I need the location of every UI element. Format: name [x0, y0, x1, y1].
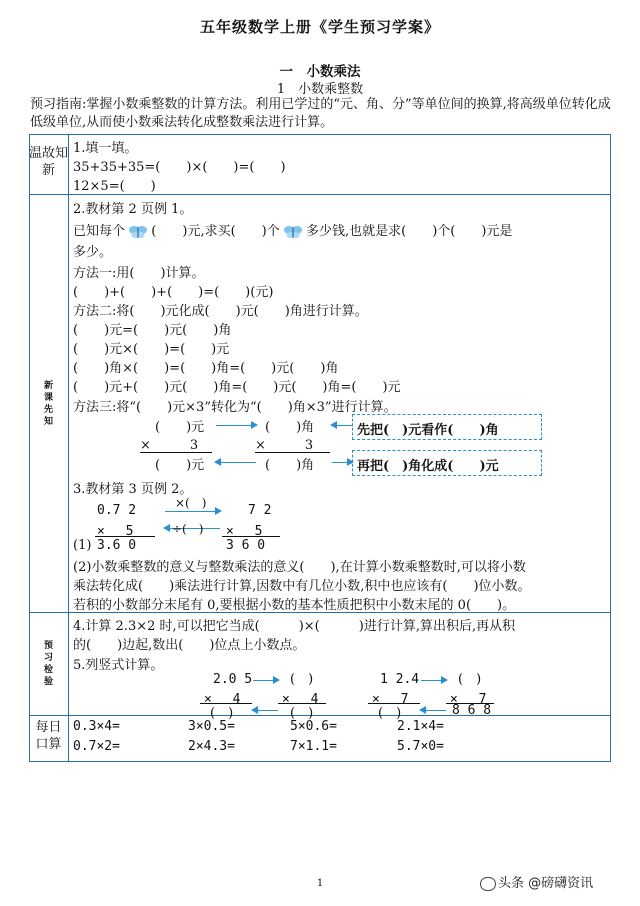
- page-title: 五年级数学上册《学生预习学案》: [199, 18, 440, 36]
- vertical-line: [140, 452, 212, 453]
- calc-a-int-mult: × 4: [282, 692, 319, 707]
- question-2: 2.教材第 2 页例 1。: [73, 202, 193, 217]
- question-3: 3.教材第 3 页例 2。: [73, 482, 193, 497]
- chat-bubble-icon: [480, 877, 496, 891]
- method-2: 方法二:将( )元化成( )元( )角进行计算。: [73, 304, 368, 319]
- daily-item: 2.1×4=: [397, 719, 444, 734]
- preview-guide: 预习指南:掌握小数乘整数的计算方法。利用已学过的“元、角、分”等单位间的换算,将高级单位转化成低级单位,从而使小数乘法转化成整数乘法进行计算。: [30, 97, 611, 130]
- example-2-int-product: 3 6 0: [226, 538, 266, 553]
- question-4-b: 的( )边起,数出( )位点上小数点。: [73, 638, 306, 653]
- arrow-left-icon: [216, 462, 256, 463]
- question-1: 1.填一填。: [73, 141, 138, 156]
- calc-a-factor: 2.0 5: [213, 672, 253, 687]
- arrow-left-icon: [332, 425, 352, 426]
- method-2-line-c: ( )角×( )=( )角=( )元( )角: [73, 361, 339, 376]
- vertical-yuan-result: ( )元: [155, 458, 205, 473]
- example-2-mult: × 5: [97, 524, 134, 539]
- example-2-int-mult: × 5: [226, 524, 263, 539]
- example-1-line-cont: 多少。: [73, 245, 113, 260]
- vertical-jiao-result: ( )角: [265, 458, 315, 473]
- sub-question-2-c: 若积的小数部分末尾有 0,要根据小数的基本性质把积中小数末尾的 0( )。: [73, 598, 516, 613]
- review-line-1: 35+35+35=( )×( )=( ): [73, 160, 286, 175]
- calc-b-result: ( ): [378, 706, 402, 721]
- row-divider: [29, 194, 611, 195]
- row-divider: [29, 715, 611, 716]
- example-1-line: 已知每个 ( )元,求买( )个 多少钱,也就是求( )个( )元是: [73, 224, 513, 239]
- sub-question-2-a: (2)小数乘整数的意义与整数乘法的意义( ),在计算小数乘整数时,可以将小数: [73, 560, 526, 575]
- calc-a-int-factor: ( ): [290, 672, 314, 687]
- daily-item: 7×1.1=: [290, 739, 337, 754]
- hint-box-2: 再把( )角化成( )元: [352, 450, 542, 476]
- calc-b-int-factor: ( ): [458, 672, 482, 687]
- unit-title: 一 小数乘法: [279, 64, 361, 80]
- arrow-right-icon: [421, 680, 446, 681]
- lesson-title: 1 小数乘整数: [276, 82, 364, 97]
- vertical-jiao-mult: × 3: [255, 438, 314, 453]
- vertical-yuan-mult: × 3: [140, 438, 199, 453]
- sub-question-1: (1): [73, 538, 92, 553]
- section-label-daily: 每日口算: [35, 720, 62, 752]
- vertical-line: [95, 536, 155, 537]
- vertical-line: [222, 536, 280, 537]
- method-2-line-a: ( )元=( )元( )角: [73, 323, 232, 338]
- example-2-op-mult: ×( ): [175, 496, 207, 510]
- calc-b-int-mult: × 7: [450, 692, 487, 707]
- table-column-divider: [68, 134, 69, 762]
- arrow-left-icon: [421, 710, 446, 711]
- section-label-review: 温故知新: [29, 146, 69, 178]
- vertical-jiao-top: ( )角: [265, 420, 315, 435]
- daily-item: 5×0.6=: [290, 719, 337, 734]
- daily-item: 2×4.3=: [188, 739, 235, 754]
- calc-a-mult: × 4: [204, 692, 241, 707]
- calc-b-factor: 1 2.4: [380, 672, 420, 687]
- calc-a-int-result: ( ): [290, 706, 314, 721]
- calc-b-mult: × 7: [372, 692, 409, 707]
- arrow-right-icon: [216, 425, 256, 426]
- example-2-product: 3.6 0: [97, 538, 137, 553]
- method-3: 方法三:将“( )元×3”转化为“( )角×3”进行计算。: [73, 400, 397, 415]
- calc-b-int-result: 8 6 8: [452, 703, 492, 718]
- hint-box-1: 先把( )元看作( )角: [352, 414, 542, 440]
- method-2-line-d: ( )元+( )元( )角=( )元( )角=( )元: [73, 380, 401, 395]
- daily-item: 0.3×4=: [73, 719, 120, 734]
- arrow-right-icon: [165, 511, 220, 512]
- arrow-left-icon: [253, 710, 278, 711]
- example-2-int-factor: 7 2: [248, 503, 272, 518]
- daily-item: 0.7×2=: [73, 739, 120, 754]
- sub-question-2-b: 乘法转化成( )乘法进行计算,因数中有几位小数,积中也应该有( )位小数。: [73, 579, 531, 594]
- arrow-right-icon: [332, 462, 352, 463]
- method-1: 方法一:用( )计算。: [73, 266, 205, 281]
- daily-item: 3×0.5=: [188, 719, 235, 734]
- vertical-yuan-top: ( )元: [155, 420, 205, 435]
- page-number: 1: [316, 878, 324, 889]
- butterfly-icon: [129, 225, 147, 239]
- section-label-check: 预习检验: [43, 641, 53, 687]
- calc-a-result: ( ): [210, 706, 234, 721]
- section-label-new-lesson: 新课先知: [43, 381, 53, 427]
- review-line-2: 12×5=( ): [73, 179, 156, 194]
- example-2-op-div: ÷( ): [172, 522, 204, 536]
- vertical-line: [255, 452, 330, 453]
- butterfly-icon: [284, 225, 302, 239]
- question-4-a: 4.计算 2.3×2 时,可以把它当成( )×( )进行计算,算出积后,再从积: [73, 619, 516, 634]
- method-2-line-b: ( )元×( )=( )元: [73, 342, 230, 357]
- daily-item: 5.7×0=: [397, 739, 444, 754]
- arrow-right-icon: [253, 680, 278, 681]
- example-2-factor: 0.7 2: [97, 503, 137, 518]
- watermark: 头条 @磅礴资讯: [480, 872, 593, 891]
- question-5: 5.列竖式计算。: [73, 658, 164, 673]
- method-1-calc: ( )+( )+( )=( )(元): [73, 285, 274, 300]
